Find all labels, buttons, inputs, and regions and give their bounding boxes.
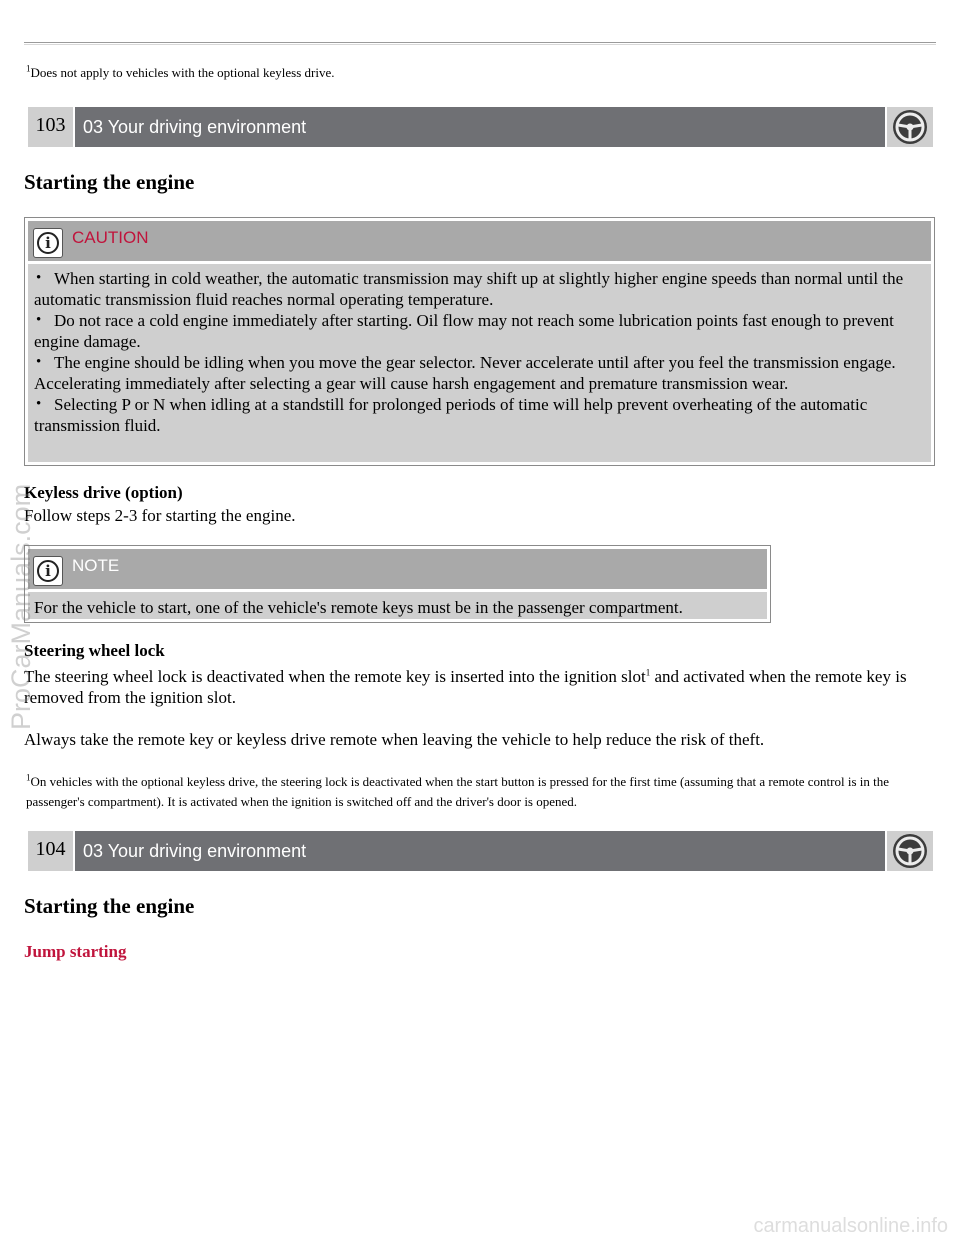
info-icon: i (33, 556, 63, 586)
jump-starting-heading: Jump starting (24, 942, 127, 961)
steering-wheel-icon (892, 833, 928, 869)
caution-body (28, 264, 931, 462)
steering-wheel-icon (892, 109, 928, 145)
caution-item: • When starting in cold weather, the automatic transmission may shift up at slightly higher engine speeds than normal until the automatic transmission fluid reaches normal operating temperature. (34, 268, 925, 310)
note-header (28, 549, 767, 589)
top-divider (24, 42, 936, 45)
caution-header (28, 221, 931, 261)
steering-wheel-icon-box (887, 831, 933, 871)
footnote-marker: 1 (26, 63, 31, 74)
note-label: NOTE (72, 556, 120, 575)
note-text: For the vehicle to start, one of the vehicle's remote keys must be in the passenger compartment. (34, 598, 683, 617)
keyless-heading: Keyless drive (option) (24, 483, 183, 502)
footnote-marker: 1 (26, 772, 31, 783)
theft-advice-text: Always take the remote key or keyless drive remote when leaving the vehicle to help reduce the risk of theft. (24, 730, 765, 749)
page-title: Starting the engine (24, 170, 195, 194)
section-title: 03 Your driving environment (75, 107, 885, 147)
note-body (28, 592, 767, 619)
footnote-text: On vehicles with the optional keyless drive, the steering lock is deactivated when the start button is pressed for the first time (assuming that a remote control is in the passenger's compartment). It is activated when the ignition is switched off and the driver's door is opened. (26, 774, 890, 809)
section-header-104 (28, 831, 933, 871)
info-icon: i (33, 228, 63, 258)
page-number: 103 (28, 107, 73, 147)
keyless-text: Follow steps 2-3 for starting the engine. (24, 506, 296, 525)
steering-lock-text: The steering wheel lock is deactivated when the remote key is inserted into the ignition slot$^1$ and activated when the remote key is removed from the ignition slot. (24, 667, 907, 707)
section-header-103 (28, 107, 933, 147)
section-title: 03 Your driving environment (75, 831, 885, 871)
footnote-top (26, 63, 335, 83)
caution-item: • Selecting P or N when idling at a standstill for prolonged periods of time will help prevent overheating of the automatic transmission fluid. (34, 394, 925, 436)
caution-label: CAUTION (72, 228, 149, 247)
caution-box (24, 217, 935, 466)
page-title: Starting the engine (24, 894, 195, 918)
footnote-bottom (26, 772, 931, 812)
caution-list (28, 264, 931, 436)
side-watermark: ProCarManuals.com (6, 483, 36, 730)
steering-wheel-icon-box (887, 107, 933, 147)
caution-item: • Do not race a cold engine immediately after starting. Oil flow may not reach some lubrication points fast enough to prevent engine damage. (34, 310, 925, 352)
footnote-text: Does not apply to vehicles with the optional keyless drive. (30, 65, 335, 80)
steering-lock-heading: Steering wheel lock (24, 641, 165, 660)
footnote-marker: 1 (645, 667, 651, 678)
note-box (24, 545, 771, 623)
page-number: 104 (28, 831, 73, 871)
caution-item: • The engine should be idling when you move the gear selector. Never accelerate until after you feel the transmission engage. Accelerating immediately after selecting a gear will cause harsh engagement and premature transmission wear. (34, 352, 925, 394)
site-watermark: carmanualsonline.info (753, 1215, 948, 1237)
